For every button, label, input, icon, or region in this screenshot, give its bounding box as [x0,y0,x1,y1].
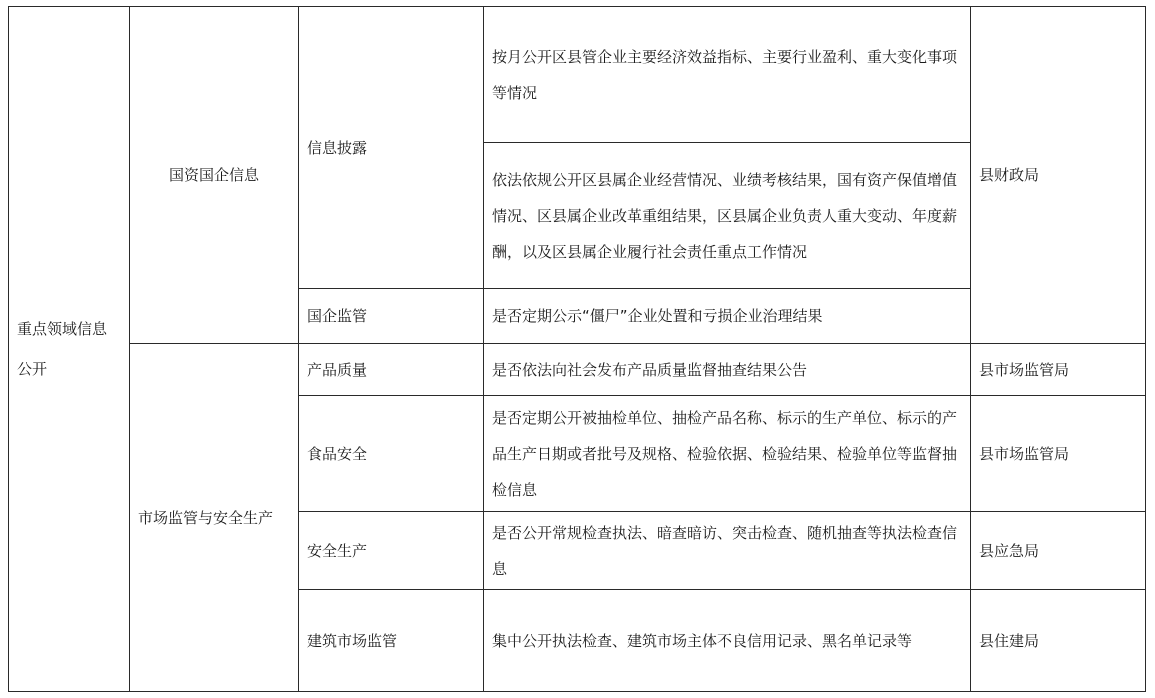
item-name-cell: 食品安全 [299,396,484,512]
department-cell: 县市场监管局 [971,344,1146,396]
item-name-cell: 安全生产 [299,512,484,590]
item-name-cell: 信息披露 [299,7,484,289]
item-name-cell: 国企监管 [299,289,484,344]
disclosure-table [8,6,1146,692]
description-cell: 是否依法向社会发布产品质量监督抽查结果公告 [484,344,971,396]
level1-cell: 重点领域信息公开 [9,7,130,692]
description-cell: 集中公开执法检查、建筑市场主体不良信用记录、黑名单记录等 [484,590,971,692]
description-cell: 是否定期公开被抽检单位、抽检产品名称、标示的生产单位、标示的产品生产日期或者批号及规格、检验依据、检验结果、检验单位等监督抽检信息 [484,396,971,512]
department-cell: 县应急局 [971,512,1146,590]
department-cell: 县财政局 [971,7,1146,344]
department-cell: 县市场监管局 [971,396,1146,512]
category-cell: 市场监管与安全生产 [130,344,299,692]
department-cell: 县住建局 [971,590,1146,692]
category-cell: 国资国企信息 [130,7,299,344]
description-cell: 是否定期公示“僵尸”企业处置和亏损企业治理结果 [484,289,971,344]
description-cell: 是否公开常规检查执法、暗查暗访、突击检查、随机抽查等执法检查信息 [484,512,971,590]
table-row [9,344,1146,396]
item-name-cell: 建筑市场监管 [299,590,484,692]
description-cell: 依法依规公开区县属企业经营情况、业绩考核结果，国有资产保值增值情况、区县属企业改革重组结果，区县属企业负责人重大变动、年度薪酬，以及区县属企业履行社会责任重点工作情况 [484,143,971,289]
description-cell: 按月公开区县管企业主要经济效益指标、主要行业盈利、重大变化事项等情况 [484,7,971,143]
item-name-cell: 产品质量 [299,344,484,396]
table-row [9,7,1146,143]
